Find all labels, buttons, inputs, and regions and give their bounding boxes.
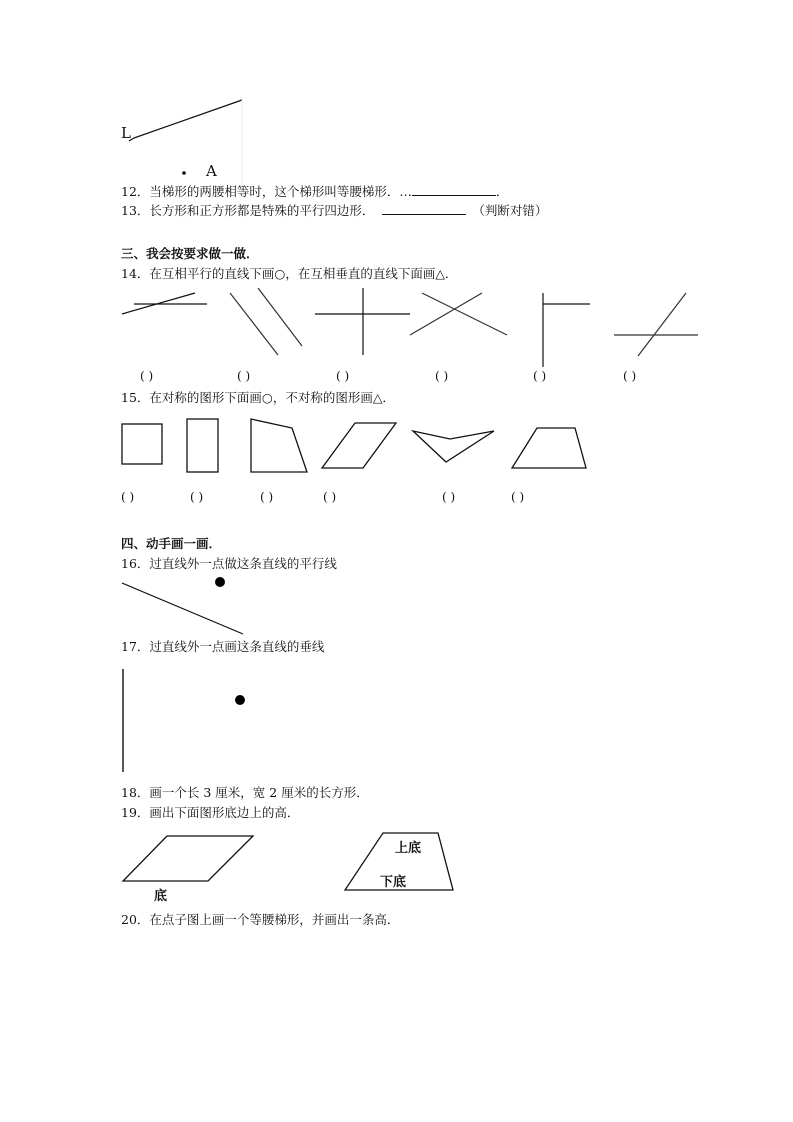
point-a-label: A — [206, 162, 217, 180]
q15-answer-1[interactable]: ( ) — [121, 490, 135, 504]
q14-figure-2-parallel — [230, 288, 302, 355]
point-a-dot — [182, 171, 186, 175]
question-18-text: 18．画一个长 3 厘米，宽 2 厘米的长方形． — [121, 785, 369, 800]
q15-answer-5[interactable]: ( ) — [442, 490, 456, 504]
q14-answer-5[interactable]: ( ) — [533, 369, 547, 383]
question-16-text: 16．过直线外一点做这条直线的平行线 — [121, 556, 337, 571]
question-13-text: 13．长方形和正方形都是特殊的平行四边形． — [121, 203, 375, 218]
question-12 — [121, 183, 508, 200]
question-19-text: 19．画出下面图形底边上的高． — [121, 805, 300, 820]
question-13-answer-blank[interactable] — [382, 202, 466, 215]
section-4-title: 四、动手画一画． — [121, 536, 222, 551]
q15-answer-4[interactable]: ( ) — [323, 490, 337, 504]
question-13 — [121, 202, 547, 219]
q19-parallelogram-base-label: 底 — [154, 889, 168, 904]
q14-answer-4[interactable]: ( ) — [435, 369, 449, 383]
q19-trapezoid-top-label: 上底 — [395, 841, 422, 856]
question-13-hint: （判断对错） — [472, 203, 548, 218]
q14-figure-6-intersecting — [614, 293, 698, 356]
q14-answer-6[interactable]: ( ) — [623, 369, 637, 383]
q15-answer-6[interactable]: ( ) — [511, 490, 525, 504]
q14-answer-2[interactable]: ( ) — [237, 369, 251, 383]
question-12-answer-blank[interactable] — [412, 183, 496, 196]
question-12-suffix: ． — [495, 184, 509, 199]
q14-answer-3[interactable]: ( ) — [336, 369, 350, 383]
q17-point — [235, 695, 245, 705]
q16-line — [122, 583, 243, 634]
q15-rectangle — [187, 419, 218, 472]
q15-answer-2[interactable]: ( ) — [190, 490, 204, 504]
line-l-label: L — [121, 124, 131, 142]
section-3-title: 三、我会按要求做一做． — [121, 246, 259, 261]
q14-figure-4-crossing — [410, 293, 507, 335]
q15-parallelogram — [322, 423, 396, 468]
q15-trapezoid — [512, 428, 586, 468]
question-20-text: 20．在点子图上画一个等腰梯形，并画出一条高． — [121, 912, 400, 927]
q14-figure-1-intersecting — [122, 293, 207, 314]
q15-irregular-quadrilateral — [251, 419, 307, 472]
q15-square — [122, 424, 162, 464]
q14-answer-1[interactable]: ( ) — [140, 369, 154, 383]
question-12-text: 12．当梯形的两腰相等时，这个梯形叫等腰梯形．… — [121, 184, 412, 199]
q15-answer-3[interactable]: ( ) — [260, 490, 274, 504]
q14-figure-3-perpendicular — [315, 288, 410, 355]
q15-shapes — [122, 419, 586, 472]
q15-concave-kite — [413, 431, 494, 462]
q16-point — [215, 577, 225, 587]
question-15-text: 15．在对称的图形下面画○，不对称的图形画△． — [121, 390, 395, 405]
question-17-text: 17．过直线外一点画这条直线的垂线 — [121, 639, 325, 654]
q19-parallelogram — [123, 836, 253, 881]
question-14-text: 14．在互相平行的直线下画○，在互相垂直的直线下面画△． — [121, 266, 458, 281]
q14-figure-5-perpendicular — [543, 293, 590, 367]
q19-trapezoid-bottom-label: 下底 — [380, 875, 407, 890]
